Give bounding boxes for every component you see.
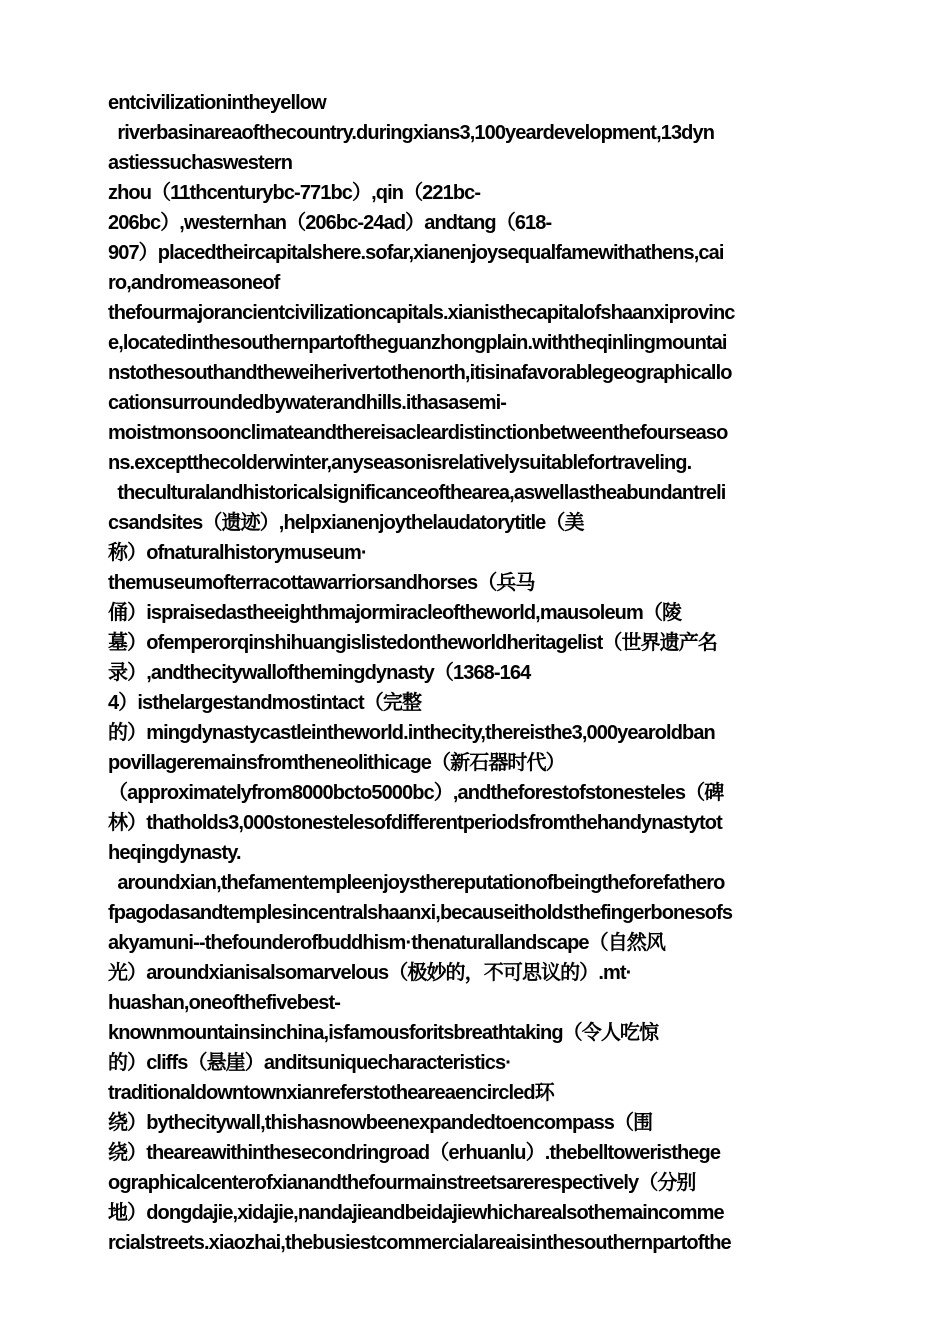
text-line: astiessuchaswestern: [108, 152, 293, 174]
text-line: 俑）ispraisedastheeighthmajormiracleoftheworld,mausoleum（陵: [108, 602, 682, 624]
text-line: heqingdynasty.: [108, 842, 241, 864]
text-line: （approximatelyfrom8000bcto5000bc）,andtheforestofstonesteles（碑: [108, 782, 724, 804]
text-line: nstothesouthandtheweiherivertothenorth,itisinafavorablegeographicallo: [108, 362, 732, 384]
text-line: 地）dongdajie,xidajie,nandajieandbeidajiewhicharealsothemaincomme: [108, 1202, 724, 1224]
text-line: 称）ofnaturalhistorymuseum·: [108, 542, 367, 564]
text-line: akyamuni--thefounderofbuddhism·thenaturallandscape（自然风: [108, 932, 666, 954]
text-line: e,locatedinthesouthernpartoftheguanzhongplain.withtheqinlingmountai: [108, 332, 727, 354]
text-line: rcialstreets.xiaozhai,thebusiestcommercialareaisinthesouthernpartofthe: [108, 1232, 731, 1254]
text-line: ographicalcenterofxianandthefourmainstreetsarerespectively（分别: [108, 1172, 696, 1194]
text-line: 绕）theareawithinthesecondringroad（erhuanlu）.thebelltoweristhege: [108, 1142, 721, 1164]
text-line: 的）mingdynastycastleintheworld.inthecity,thereisthe3,000yearoldban: [108, 722, 715, 744]
text-line: moistmonsoonclimateandthereisacleardistinctionbetweenthefourseaso: [108, 422, 728, 444]
body-text: [108, 88, 848, 1258]
text-line: ro,andromeasoneof: [108, 272, 280, 294]
text-line: 4）isthelargestandmostintact（完整: [108, 692, 422, 714]
text-line: 林）thatholds3,000stonestelesofdifferentperiodsfromthehandynastytot: [108, 812, 722, 834]
text-line: 光）aroundxianisalsomarvelous（极妙的，不可思议的）.mt·: [108, 962, 632, 984]
text-line: 绕）bythecitywall,thishasnowbeenexpandedtoencompass（围: [108, 1112, 653, 1134]
text-line: cationsurroundedbywaterandhills.ithasasemi-: [108, 392, 507, 414]
text-line: knownmountainsinchina,isfamousforitsbreathtaking（令人吃惊: [108, 1022, 659, 1044]
text-line: traditionaldowntownxianreferstotheareaencircled环: [108, 1082, 554, 1104]
text-line: zhou（11thcenturybc-771bc）,qin（221bc-: [108, 182, 481, 204]
text-line: 907）placedtheircapitalshere.sofar,xianenjoysequalfamewithathens,cai: [108, 242, 724, 264]
text-line: aroundxian,thefamentempleenjoysthereputationofbeingtheforefathero: [108, 872, 725, 894]
text-line: 墓）ofemperorqinshihuangislistedontheworldheritagelist（世界遗产名: [108, 632, 717, 654]
text-line: themuseumofterracottawarriorsandhorses（兵马: [108, 572, 535, 594]
text-line: ns.exceptthecolderwinter,anyseasonisrelativelysuitablefortraveling.: [108, 452, 692, 474]
text-line: entcivilizationintheyellow: [108, 92, 326, 114]
text-line: huashan,oneofthefivebest-: [108, 992, 340, 1014]
text-line: csandsites（遗迹）,helpxianenjoythelaudatorytitle（美: [108, 512, 584, 534]
text-line: povillageremainsfromtheneolithicage（新石器时代）: [108, 752, 565, 774]
text-line: 的）cliffs（悬崖）anditsuniquecharacteristics·: [108, 1052, 511, 1074]
text-line: riverbasinareaofthecountry.duringxians3,100yeardevelopment,13dyn: [108, 122, 715, 144]
text-line: fpagodasandtemplesincentralshaanxi,becauseitholdsthefingerbonesofs: [108, 902, 733, 924]
text-line: theculturalandhistoricalsignificanceofthearea,aswellastheabundantreli: [108, 482, 726, 504]
text-line: thefourmajorancientcivilizationcapitals.xianisthecapitalofshaanxiprovinc: [108, 302, 735, 324]
text-line: 录）,andthecitywallofthemingdynasty（1368-164: [108, 662, 531, 684]
text-line: 206bc）,westernhan（206bc-24ad）andtang（618-: [108, 212, 552, 234]
